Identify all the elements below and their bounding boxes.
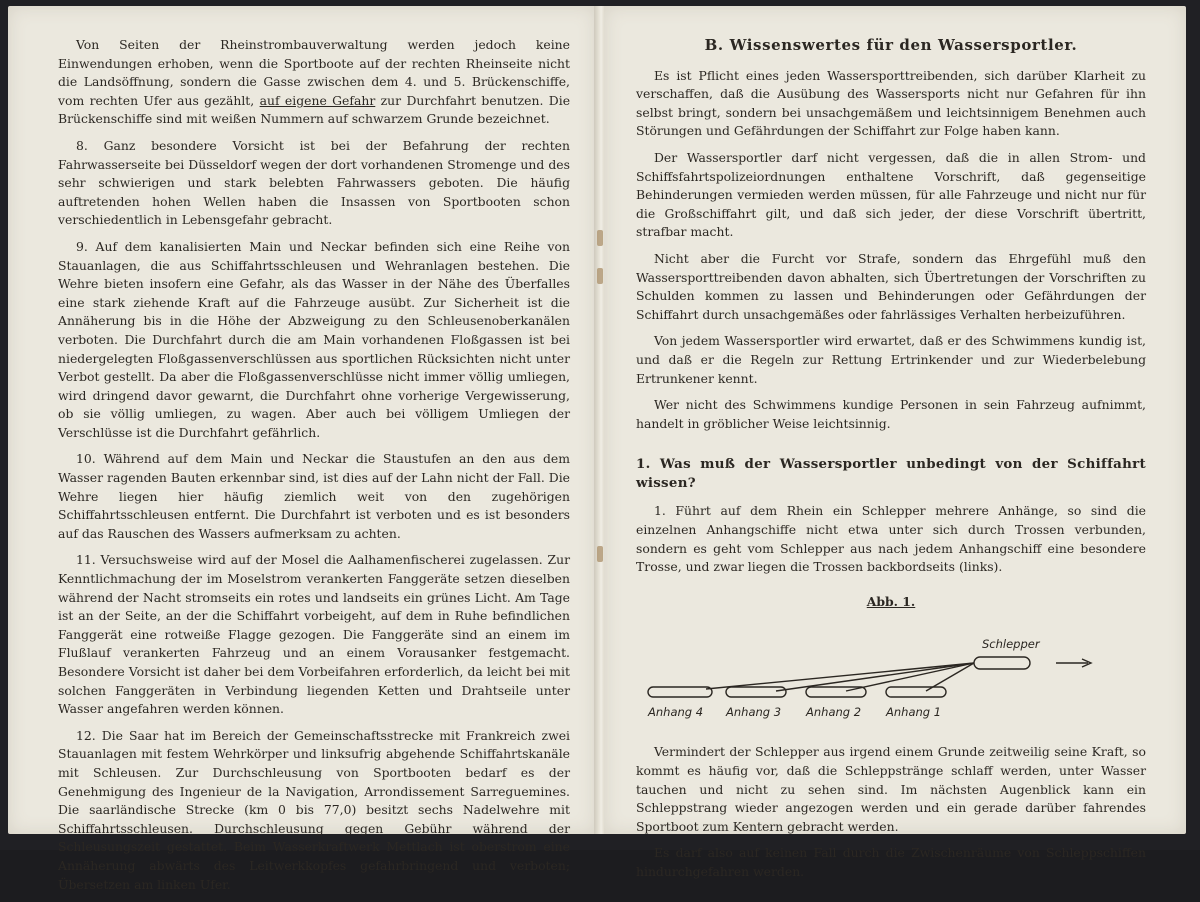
- barge-1: [886, 687, 946, 697]
- tug-label: Schlepper: [982, 637, 1040, 652]
- section-heading: B. Wissenswertes für den Wassersportler.: [704, 36, 1078, 54]
- underlined-text: auf eigene Gefahr: [259, 92, 376, 108]
- staple-mark: [597, 230, 603, 246]
- barge-label: Anhang 4: [648, 705, 704, 720]
- tug-boat: [974, 657, 1030, 669]
- tow-rope: [776, 663, 974, 691]
- barge-label: Anhang 2: [806, 705, 862, 720]
- paragraph: Von Seiten der Rheinstrombauverwaltung werden jedoch keine Einwendungen erhoben, wenn die Sportboote auf der rechten Rheinseite nicht die Landsöffnung, sondern die Gasse zwischen dem 4. und 5. Brückenschiffe, vom rechten Ufer aus gezählt, auf eigene Gefahr zur Durchfahrt benutzen. Die Brückenschiffe sind mit weißen Nummern auf schwarzem Grunde bezeichnet.: [58, 37, 571, 127]
- barge-label: Anhang 1: [886, 705, 942, 720]
- paragraph: Nicht aber die Furcht vor Strafe, sondern das Ehrgefühl muß den Wassersporttreibenden davon abhalten, sich Übertretungen der Vorschriften zu Schulden kommen zu lassen und Behinderungen oder Gefährdungen der Schiffahrt durch unsachgemäßes oder fahrlässiges Verhalten herbeizuführen.: [636, 250, 1146, 322]
- paragraph-9: 9. Auf dem kanalisierten Main und Neckar befinden sich eine Reihe von Stauanlagen, die aus Schiffahrtsschleusen und Wehranlagen bestehen. Die Wehre bieten insofern eine Gefahr, als das Wasser in der Nähe des Überfalles eine stark ziehende Kraft auf die Fahrzeuge ausübt. Zur Sicherheit ist die Annäherung bis in die Höhe der Abzweigung zu den Schleusenoberkanälen verboten. Die Durchfahrt durch die am Main vorhandenen Floßgassen ist bei niedergelegten Floßgassenverschlüssen aus sportlichen Rücksichten nicht unter Verbot gestellt. Da aber die Floßgassenverschlüsse nicht immer völlig umliegen, wird dringend davor gewarnt, die Durchfahrt ohne vorherige Vergewisserung, ob sie völlig umliegen, zu wagen. Aber auch bei völligem Umliegen der Verschlüsse ist die Durchfahrt gefährlich.: [58, 238, 570, 440]
- paragraph: Wer nicht des Schwimmens kundige Personen in sein Fahrzeug aufnimmt, handelt in gröblicher Weise leichtsinnig.: [636, 397, 1146, 431]
- figure-label: Abb. 1.: [866, 593, 916, 609]
- staple-mark: [597, 268, 603, 284]
- paragraph-12: 12. Die Saar hat im Bereich der Gemeinschaftsstrecke mit Frankreich zwei Stauanlagen mit festem Wehrkörper und linksufrig abgehende Schiffahrtskanäle mit Schleusen. Zur Durchschleusung von Sportbooten bedarf es der Genehmigung des Ingenieur de la Navigation, Arrondissement Sarreguemines. Die saarländische Strecke (km 0 bis 77,0) besitzt sechs Nadelwehre mit Schiffahrtsschleusen. Durchschleusung gegen Gebühr während der Schleusungszeit gestattet. Beim Wasserkraftwerk Mettlach ist oberstrom eine Annäherung abwärts des Leitwerkkopfes gefahrbringend und verboten; Übersetzen am linken Ufer.: [58, 727, 570, 892]
- paragraph: Vermindert der Schlepper aus irgend einem Grunde zeitweilig seine Kraft, so kommt es häufig vor, daß die Schleppstränge schlaff werden, unter Wasser tauchen und nicht zu sehen sind. Im nächsten Augenblick kann ein Schleppstrang wieder angezogen werden und ein gerade darüber fahrendes Sportboot zum Kentern gebracht werden.: [636, 744, 1146, 834]
- paragraph: Es darf also auf keinen Fall durch die Zwischenräume von Schleppschiffen hindurchgefahren werden.: [636, 845, 1146, 879]
- paragraph: Es ist Pflicht eines jeden Wassersporttreibenden, sich darüber Klarheit zu verschaffen, daß die Ausübung des Wassersports nicht nur Gefahren für ihn selbst bringt, sondern bei unsachgemäßem und leichtsinnigem Benehmen auch Störungen und Gefährdungen der Schiffahrt zur Folge haben kann.: [636, 67, 1146, 139]
- left-column: [58, 36, 570, 902]
- paragraph-10: 10. Während auf dem Main und Neckar die Staustufen an den aus dem Wasser ragenden Bauten erkennbar sind, ist dies auf der Lahn nicht der Fall. Die Wehre liegen hier häufig ziemlich weit von den zugehörigen Schiffahrtsschleusen entfernt. Die Durchfahrt ist verboten und es ist besonders auf das Rauschen des Wassers aufmerksam zu achten.: [58, 451, 570, 541]
- staple-mark: [597, 546, 603, 562]
- barge-3: [726, 687, 786, 697]
- barge-4: [648, 687, 712, 697]
- left-page: [8, 6, 596, 892]
- right-column: [636, 36, 1146, 890]
- paragraph: Von jedem Wassersportler wird erwartet, daß er des Schwimmens kundig ist, und daß er die Regeln zur Rettung Ertrinkender und zur Wiederbelebung Ertrunkener kennt.: [636, 333, 1146, 386]
- tow-rope: [706, 663, 974, 689]
- right-page: [604, 6, 1186, 879]
- paragraph: Der Wassersportler darf nicht vergessen, daß die in allen Strom- und Schiffsfahrtspolizeiordnungen enthaltene Vorschrift, daß gegenseitige Behinderungen vermieden werden müssen, für alle Fahrzeuge und nicht nur für die Großschiffahrt gilt, und daß sich jeder, der diese Vorschrift übertritt, strafbar macht.: [636, 149, 1146, 240]
- paragraph-8: 8. Ganz besondere Vorsicht ist bei der Befahrung der rechten Fahrwasserseite bei Düsseldorf wegen der dort vorhandenen Stromenge und des sehr schwierigen und stark belebten Fahrwassers geboten. Die häufig auftretenden hohen Wellen haben die Insassen von Sportbooten schon verschiedentlich in Lebensgefahr gebracht.: [58, 137, 570, 228]
- subheading: 1. Was muß der Wassersportler unbedingt von der Schiffahrt wissen?: [636, 456, 1146, 491]
- paragraph-11: 11. Versuchsweise wird auf der Mosel die Aalhamenfischerei zugelassen. Zur Kenntlichmachung der im Moselstrom verankerten Fanggeräte setzen dieselben während der Nacht stromseits ein rotes und landseits ein grünes Licht. Am Tage ist an der Seite, an der die Schiffahrt vorbeigeht, auf dem in Ruhe befindlichen Fanggerät eine rotweiße Flagge gezogen. Die Fanggeräte sind an einem im Flußlauf verankerten Fahrzeug und an einem Vorausanker festgemacht. Besondere Vorsicht ist daher bei dem Vorbeifahren erforderlich, da leicht bei mit solchen Fanggeräten in Verbindung liegenden Ketten und Drahtseile unter Wasser angefahren werden können.: [58, 552, 570, 717]
- paragraph: 1. Führt auf dem Rhein ein Schlepper mehrere Anhänge, so sind die einzelnen Anhangschiffe nicht etwa unter sich durch Trossen verbunden, sondern es geht vom Schlepper aus nach jedem Anhangschiff eine besondere Trosse, und zwar liegen die Trossen backbordseits (links).: [636, 503, 1146, 575]
- barge-label: Anhang 3: [726, 705, 782, 720]
- towing-diagram: [636, 625, 1146, 725]
